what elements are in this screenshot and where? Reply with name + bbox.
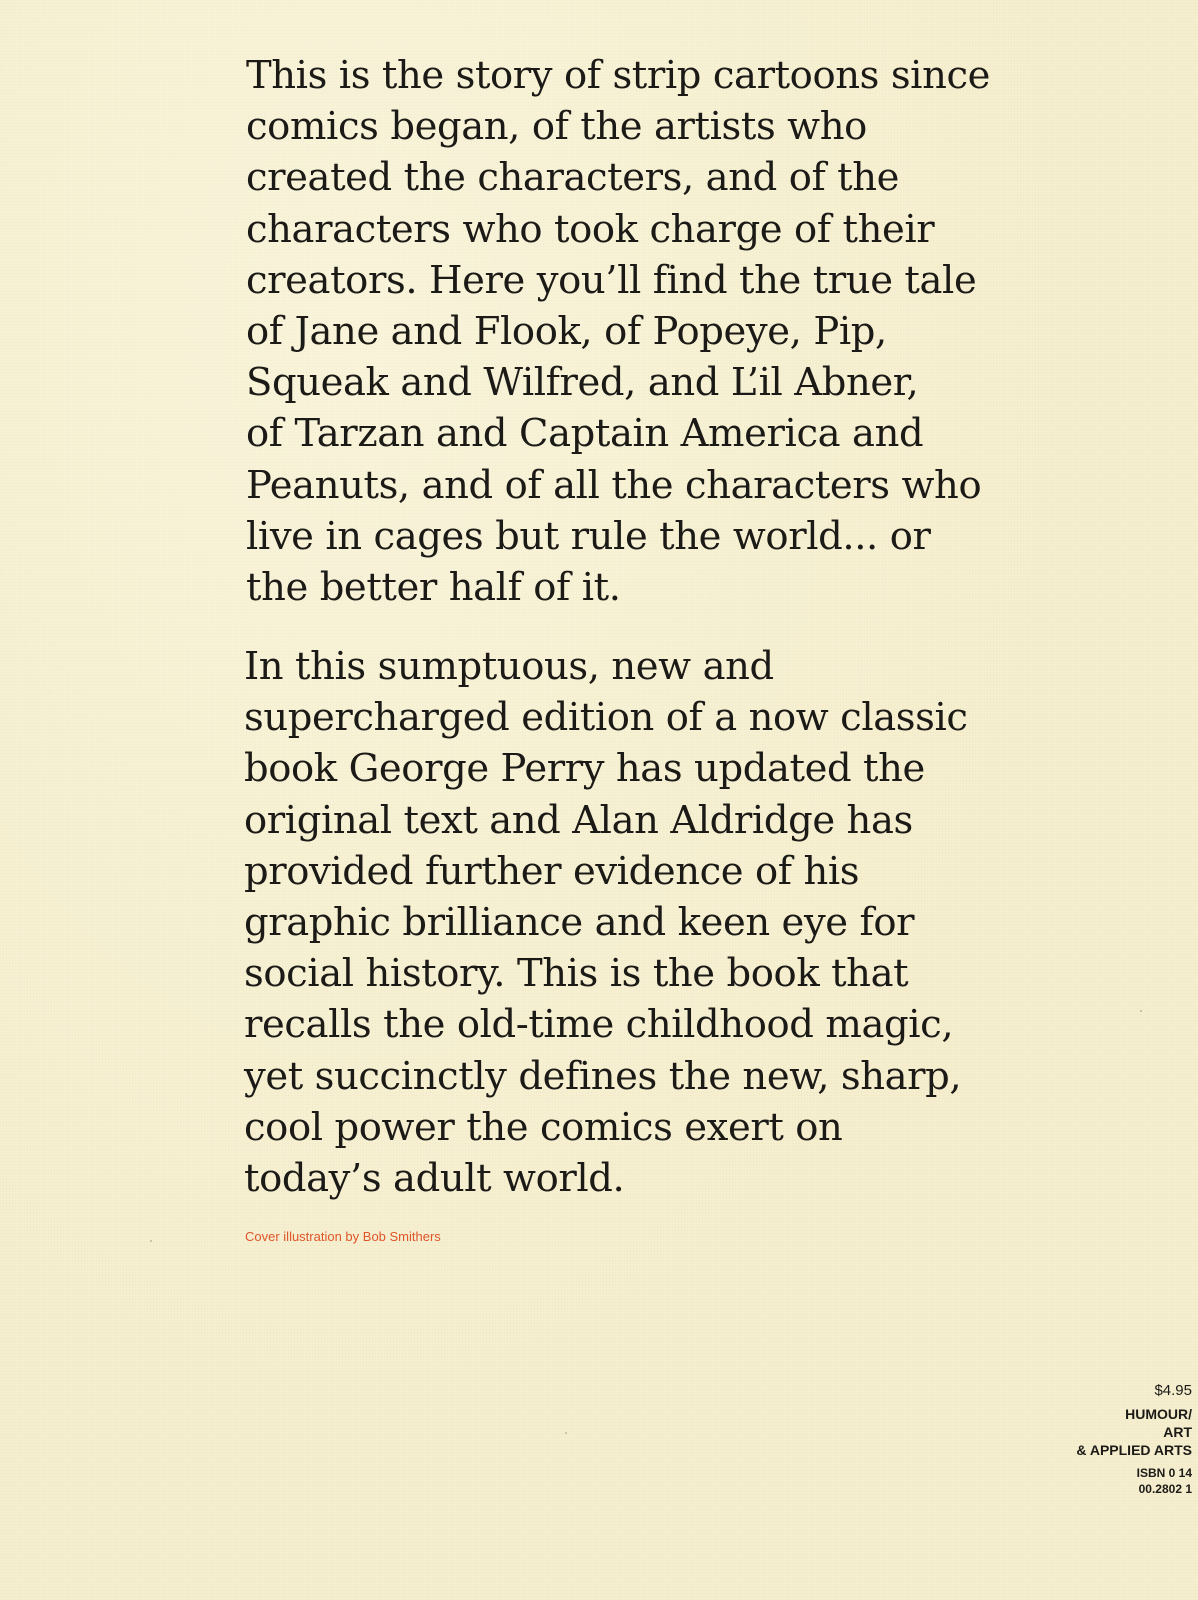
blurb-line: This is the story of strip cartoons since [246,53,991,98]
cover-illustration-credit: Cover illustration by Bob Smithers [245,1229,441,1244]
blurb-line: Squeak and Wilfred, and L’il Abner, [246,360,919,406]
category-line: & APPLIED ARTS [1076,1442,1192,1458]
blurb-line: creators. Here you’ll find the true tale [246,257,977,303]
blurb-line: social history. This is the book that [244,951,909,997]
blurb-line: live in cages but rule the world... or [246,513,931,559]
blurb-line: the better half of it. [246,565,621,611]
blurb-paragraph-1 [246,50,991,613]
paper-speck [565,1432,567,1434]
blurb-line: Peanuts, and of all the characters who [246,462,982,508]
category-line: ART [1163,1424,1192,1440]
blurb-line: today’s adult world. [244,1156,625,1202]
blurb-line: graphic brilliance and keen eye for [244,900,915,946]
blurb-line: yet succinctly defines the new, sharp, [244,1053,962,1099]
blurb-line: recalls the old-time childhood magic, [244,1002,954,1048]
blurb-line: supercharged edition of a now classic [244,695,968,741]
blurb-line: of Tarzan and Captain America and [246,411,924,457]
price-and-category-block [992,1381,1192,1497]
blurb-line: original text and Alan Aldridge has [244,797,913,843]
blurb-line: In this sumptuous, new and [244,644,774,689]
isbn-line: ISBN 0 14 [1136,1466,1192,1480]
paper-speck [150,1240,152,1242]
blurb-line: cool power the comics exert on [244,1104,843,1150]
blurb-line: book George Perry has updated the [244,746,925,792]
blurb-line: provided further evidence of his [244,848,860,894]
blurb-line: characters who took charge of their [246,206,935,252]
price-label: $4.95 [1154,1382,1192,1399]
paper-speck [580,1120,582,1122]
isbn-line: 00.2802 1 [1138,1482,1192,1496]
blurb-line: comics began, of the artists who [246,104,867,150]
blurb-paragraph-2 [244,641,968,1204]
paper-speck [1140,1010,1142,1012]
blurb-line: of Jane and Flook, of Popeye, Pip, [246,309,887,355]
category-line: HUMOUR/ [1125,1406,1192,1422]
blurb-line: created the characters, and of the [246,155,900,201]
